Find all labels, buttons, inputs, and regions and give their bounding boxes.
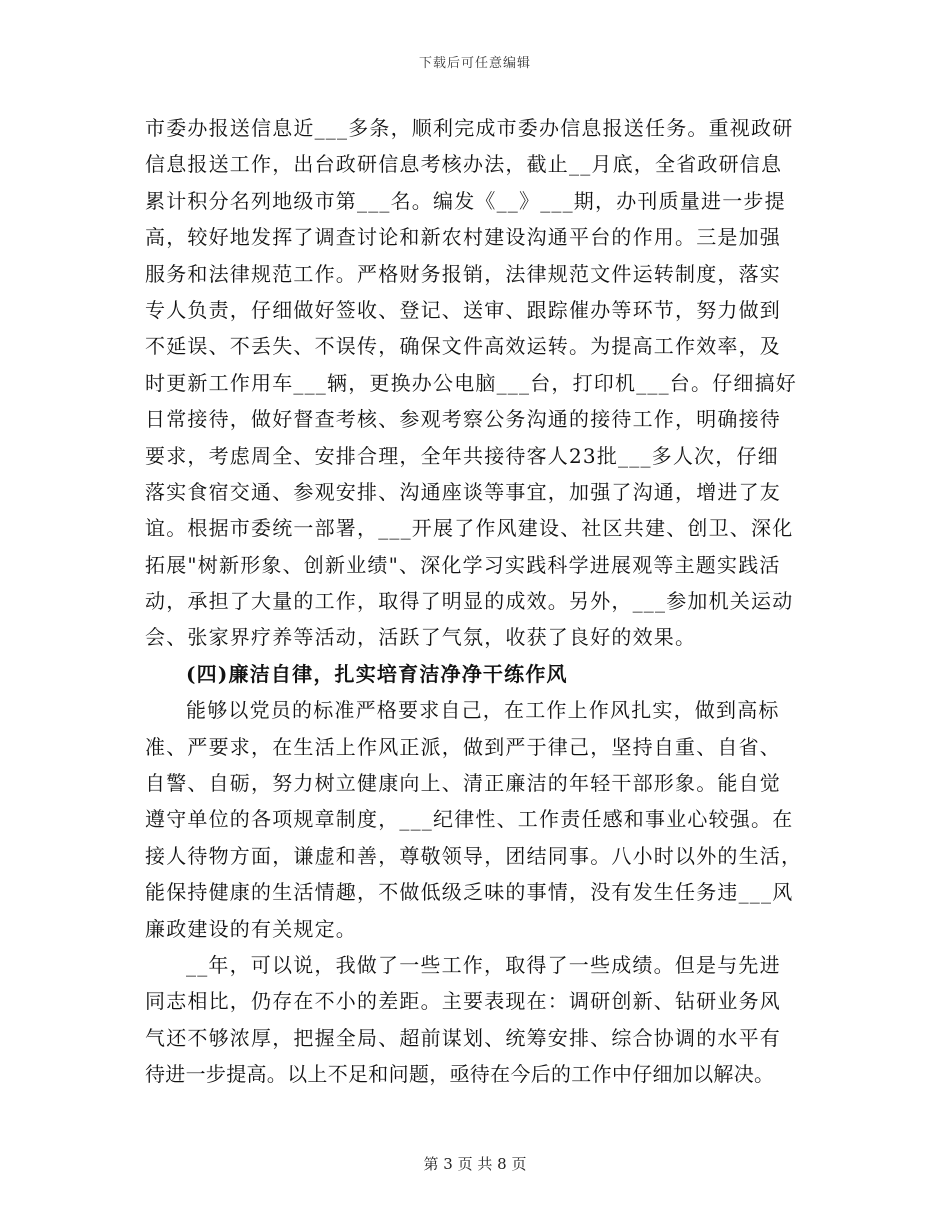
body-line: 自警、自砺，努力树立健康向上、清正廉洁的年轻干部形象。能自觉	[145, 771, 781, 796]
body-line: 会、张家界疗养等活动，活跃了气氛，收获了良好的效果。	[145, 625, 697, 650]
body-line: 服务和法律规范工作。严格财务报销，法律规范文件运转制度，落实	[145, 261, 781, 286]
body-line: 廉政建设的有关规定。	[145, 916, 357, 941]
body-line: 气还不够浓厚，把握全局、超前谋划、统筹安排、综合协调的水平有	[145, 1025, 781, 1050]
section-heading: (四)廉洁自律，扎实培育洁净净干练作风	[186, 661, 568, 686]
body-line: 信息报送工作，出台政研信息考核办法，截止__月底，全省政研信息	[145, 152, 783, 177]
body-line: 拓展"树新形象、创新业绩"、深化学习实践科学进展观等主题实践活	[145, 552, 781, 577]
body-line: 准、严要求，在生活上作风正派，做到严于律己，坚持自重、自省、	[145, 734, 781, 759]
body-line: 市委办报送信息近___多条，顺利完成市委办信息报送任务。重视政研	[145, 116, 794, 140]
body-line: 谊。根据市委统一部署，___开展了作风建设、社区共建、创卫、深化	[145, 516, 794, 541]
body-line: 高，较好地发挥了调查讨论和新农村建设沟通平台的作用。三是加强	[145, 225, 781, 250]
body-line: 待进一步提高。以上不足和问题，亟待在今后的工作中仔细加以解决。	[145, 1062, 775, 1087]
body-line: 接人待物方面，谦虚和善，尊敬领导，团结同事。八小时以外的生活，	[145, 843, 803, 868]
body-line: 落实食宿交通、参观安排、沟通座谈等事宜，加强了沟通，增进了友	[145, 479, 781, 504]
body-line: 日常接待，做好督查考核、参观考察公务沟通的接待工作，明确接待	[145, 407, 781, 432]
body-line: 不延误、不丢失、不误传，确保文件高效运转。为提高工作效率，及	[145, 334, 781, 359]
body-line: 要求，考虑周全、安排合理，全年共接待客人23批___多人次，仔细	[145, 443, 779, 468]
body-line: 专人负责，仔细做好签收、登记、送审、跟踪催办等环节，努力做到	[145, 297, 781, 322]
body-line: 遵守单位的各项规章制度，___纪律性、工作责任感和事业心较强。在	[145, 807, 794, 832]
body-line: 时更新工作用车___辆，更换办公电脑___台，打印机___台。仔细搞好	[145, 370, 797, 395]
document-body	[145, 110, 805, 1093]
body-line: 能保持健康的生活情趣，不做低级乏味的事情，没有发生任务违___风	[145, 880, 794, 905]
body-line: __年，可以说，我做了一些工作，取得了一些成绩。但是与先进	[186, 952, 781, 977]
body-line: 动，承担了大量的工作，取得了明显的成效。另外，___参加机关运动	[145, 589, 794, 614]
body-line: 能够以党员的标准严格要求自己，在工作上作风扎实，做到高标	[186, 698, 780, 723]
page-header-note: 下载后可任意编辑	[418, 56, 531, 71]
page-number-footer: 第 3 页 共 8 页	[423, 1155, 527, 1173]
body-line: 同志相比，仍存在不小的差距。主要表现在：调研创新、钻研业务风	[145, 989, 781, 1014]
body-line: 累计积分名列地级市第___名。编发《__》___期，办刊质量进一步提	[145, 188, 786, 213]
